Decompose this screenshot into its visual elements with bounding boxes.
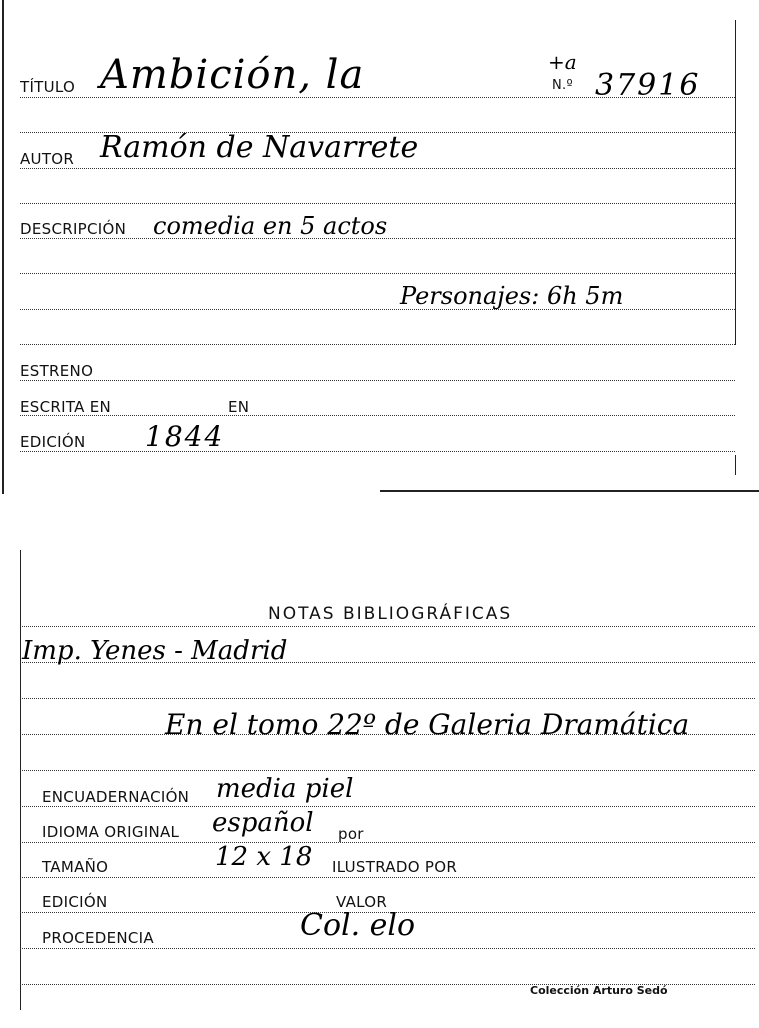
notas-heading: NOTAS BIBLIOGRÁFICAS [268,604,513,624]
edicion-back-label: EDICIÓN [42,893,108,911]
catalog-card-front [0,0,759,494]
rule-idioma [20,842,755,843]
rule-blank-b [20,770,755,771]
autor-label: AUTOR [20,150,75,168]
rule-personajes [20,309,735,310]
escrita-en-label: ESCRITA EN [20,398,112,416]
rule-blank-2 [20,203,735,204]
card-bottom-edge [380,490,759,492]
card-right-border-lower [735,455,736,475]
card-right-border [735,20,736,345]
rule-blank-a [20,698,755,699]
collection-footer: Colección Arturo Sedó [530,984,668,997]
rule-blank-4 [20,344,735,345]
titulo-label: TÍTULO [20,78,76,96]
catalog-card-back [0,540,759,1028]
estreno-label: ESTRENO [20,362,94,380]
personajes-value: Personajes: 6h 5m [400,282,624,310]
note-line-1: Imp. Yenes - Madrid [22,636,288,666]
rule-tamano [20,877,755,878]
numero-label: N.º [552,78,573,93]
procedencia-value: Col. elo [300,908,416,943]
autor-value: Ramón de Navarrete [100,130,419,165]
rule-autor [20,168,735,169]
card-left-border [20,550,21,1010]
descripcion-label: DESCRIPCIÓN [20,220,127,238]
encuadernacion-label: ENCUADERNACIÓN [42,788,190,806]
card-left-border [2,0,4,494]
rule-edicion [20,451,735,452]
encuadernacion-value: media piel [216,774,354,804]
note-line-2: En el tomo 22º de Galeria Dramática [165,708,690,741]
por-label: por [338,825,364,843]
idioma-label: IDIOMA ORIGINAL [42,823,180,841]
numero-value: 37916 [595,68,701,103]
tamano-label: TAMAÑO [42,858,109,876]
descripcion-value: comedia en 5 actos [153,212,388,240]
rule-escrita [20,415,735,416]
edicion-value: 1844 [145,420,225,453]
rule-procedencia [20,948,755,949]
edicion-label: EDICIÓN [20,433,86,451]
tamano-value: 12 x 18 [215,842,313,872]
valor-label: VALOR [336,893,388,911]
numero-prefix: +a [548,50,577,74]
rule-heading [20,626,755,627]
ilustrado-label: ILUSTRADO POR [332,858,458,876]
rule-estreno [20,380,735,381]
rule-blank-3 [20,273,735,274]
procedencia-label: PROCEDENCIA [42,929,154,947]
rule-encuadernacion [20,806,755,807]
en-label: EN [228,398,250,416]
idioma-value: español [212,808,314,838]
titulo-value: Ambición, la [100,52,365,98]
